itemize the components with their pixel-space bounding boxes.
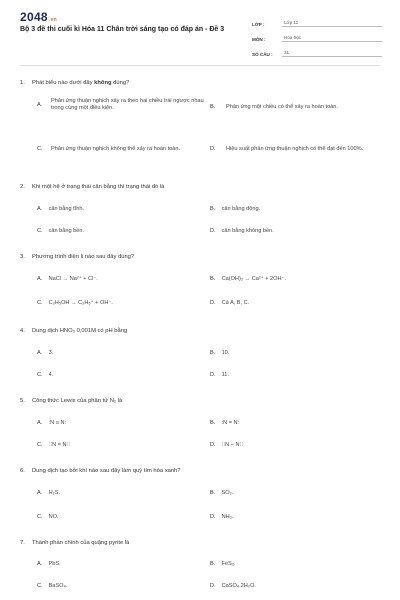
option-a[interactable] [37,420,66,427]
question-stem [20,80,380,87]
option-text: BaSO₄. [48,583,68,589]
question-number: 1. [20,80,25,86]
option-letter: C. [37,514,43,520]
option-letter: C. [37,372,43,378]
option-d[interactable] [210,300,249,307]
question-number: 7. [20,540,25,546]
option-text: 3. [48,350,54,356]
meta-row-class [252,14,382,27]
option-text: SO₂. [221,490,234,496]
option-text: Ca(OH)₂ → Ca²⁺ + 2OH⁻. [221,276,287,282]
option-text: 10. [221,350,230,356]
logo-text: 2048 [20,10,48,24]
option-text: CaSO₄.2H₂O. [221,583,256,589]
option-text: Phản ứng thuận nghịch không thể xảy ra hoàn toàn. [51,146,181,152]
stem-text: đúng? [111,80,130,86]
option-letter: B. [210,276,216,282]
site-logo[interactable] [20,10,57,24]
option-a[interactable] [37,206,84,213]
option-text: ∷N = N∷ [48,442,71,448]
option-letter: D. [210,300,216,306]
option-letter: B. [210,350,216,356]
option-d[interactable] [210,146,380,153]
stem-text: Thành phần chính của quặng pyrite là [32,540,130,546]
option-d[interactable] [210,442,243,449]
option-a[interactable] [37,490,60,497]
question-stem [20,328,380,335]
question-4 [20,328,380,378]
question-stem [20,540,380,547]
option-c[interactable] [37,514,59,521]
option-text: :N = N: [221,420,240,426]
stem-text: Khi một hệ ở trạng thái cân bằng thì trạng thái đó là [32,184,165,190]
option-letter: D. [210,442,216,448]
meta-row-count [252,44,382,57]
question-stem [20,468,380,475]
option-letter: A. [37,490,43,496]
meta-label: SỐ CÂU : [252,52,273,57]
option-a[interactable] [37,561,61,568]
option-text: 11. [221,372,229,378]
option-c[interactable] [37,146,215,153]
option-text: H₂S. [48,490,61,496]
option-letter: D. [210,583,216,589]
meta-label: MÔN : [252,37,266,42]
option-c[interactable] [37,228,84,235]
option-text: Hiệu suất phản ứng thuận nghịch có thể đạt đến 100%. [226,146,364,152]
meta-value: 31 [282,50,382,57]
question-2 [20,184,380,234]
option-letter: B. [210,206,216,212]
question-number: 6. [20,468,25,474]
option-d[interactable] [210,228,274,235]
option-text: cân bằng động. [221,206,261,212]
header-divider [20,65,380,66]
meta-label: LỚP : [252,22,265,27]
question-stem [20,184,380,191]
option-text: NH₃. [221,514,234,520]
option-letter: A. [37,101,43,108]
logo-suffix: .vn [48,17,58,23]
option-letter: A. [37,350,43,356]
question-number: 3. [20,254,25,260]
option-letter: B. [210,104,216,110]
option-letter: A. [37,420,43,426]
option-letter: D. [210,372,216,378]
option-b[interactable] [210,206,260,213]
option-text: cân bằng không bền. [221,228,274,234]
question-stem [20,398,380,405]
question-5 [20,398,380,448]
question-stem [20,254,380,261]
option-letter: C. [37,228,43,234]
option-letter: B. [210,561,216,567]
option-letter: C. [37,442,43,448]
option-c[interactable] [37,442,70,449]
option-d[interactable] [210,372,229,379]
meta-row-subject [252,29,382,42]
stem-text: Phương trình điện li nào sau đây đúng? [32,254,135,260]
question-1 [20,80,380,152]
option-letter: D. [210,146,216,152]
option-letter: A. [37,276,43,282]
option-b[interactable] [210,490,233,497]
meta-value: Lớp 11 [282,20,382,27]
option-c[interactable] [37,300,113,307]
option-text: NaCl → Na²⁺ + Cl⁻. [48,276,98,282]
question-number: 2. [20,184,25,190]
question-6 [20,468,380,520]
option-text: cân bằng tĩnh. [48,206,85,212]
option-text: cân bằng bền. [48,228,85,234]
option-text: C₂H₅OH → C₂H₅⁺ + OH⁻. [48,300,113,306]
option-text: NO. [48,514,59,520]
option-letter: D. [210,514,216,520]
option-letter: C. [37,300,43,306]
option-letter: D. [210,228,216,234]
option-b[interactable] [210,350,229,357]
option-d[interactable] [210,514,233,521]
option-b[interactable] [210,104,380,111]
option-letter: A. [37,206,43,212]
option-text: Phản ứng thuận nghịch xảy ra theo hai chiều trái ngược nhau trong cùng một điều kiện. [51,98,204,111]
option-letter: C. [37,146,43,152]
option-letter: A. [37,561,43,567]
option-text: :N ≡ N: [48,420,67,426]
meta-value: Hóa học [282,35,382,42]
option-a[interactable] [37,276,98,283]
option-text: Phản ứng một chiều có thể xảy ra hoàn toàn. [226,104,338,110]
option-b[interactable] [210,276,286,283]
option-text: PbS. [48,561,61,567]
question-number: 5. [20,398,25,404]
question-3 [20,254,380,306]
option-text: 4. [48,372,54,378]
option-letter: C. [37,583,43,589]
option-letter: B. [210,490,216,496]
option-a[interactable] [37,98,215,112]
option-d[interactable] [210,583,256,590]
option-text: FeS₂. [221,561,236,567]
stem-emphasis: không [94,80,112,86]
option-c[interactable] [37,372,53,379]
stem-text: Dung dịch tạo bởi khí nào sau đây làm quỳ tím hóa xanh? [32,468,181,474]
exam-title: Bộ 3 đề thi cuối kì Hóa 11 Chân trời sáng tạo có đáp án - Đề 3 [20,26,225,33]
stem-text: Phát biểu nào dưới đây [32,80,95,86]
stem-text: Công thức Lewis của phân tử N₂ là [32,398,123,404]
question-7 [20,540,380,589]
option-c[interactable] [37,583,67,590]
question-number: 4. [20,328,25,334]
option-a[interactable] [37,350,53,357]
option-letter: B. [210,420,216,426]
option-b[interactable] [210,561,236,568]
exam-meta [252,14,382,59]
option-b[interactable] [210,420,239,427]
page-header [0,0,400,62]
stem-text: Dung dịch HNO₃ 0,001M có pH bằng [32,328,128,334]
option-text: Cả A, B, C. [221,300,250,306]
option-text: ∷N − N∷ [221,442,244,448]
